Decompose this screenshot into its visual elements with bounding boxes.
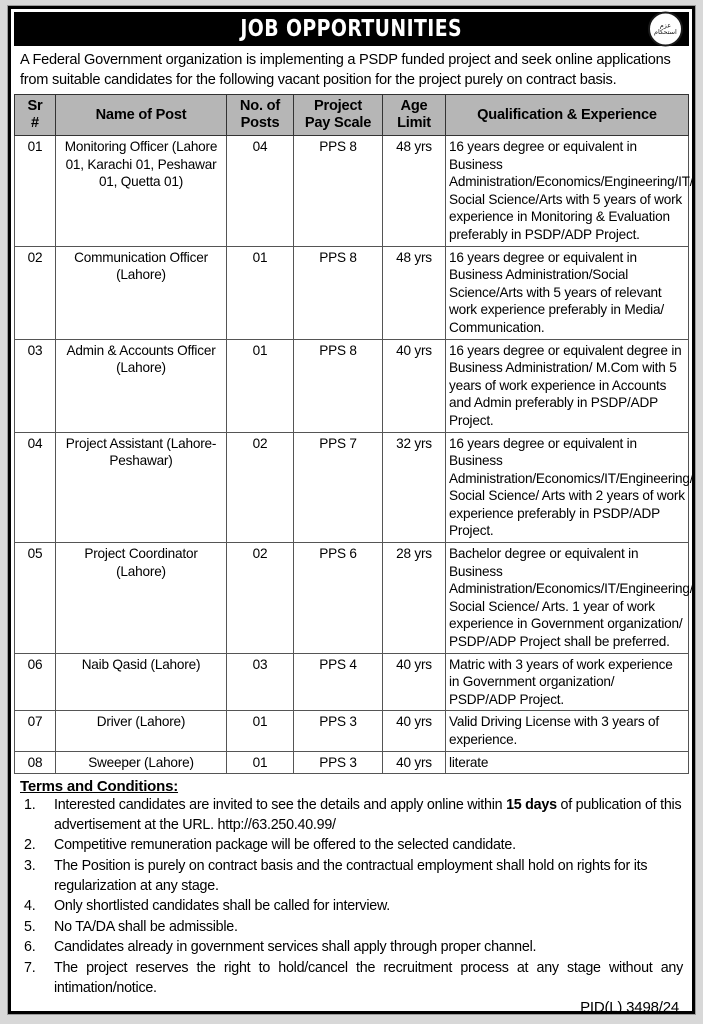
row-no-of-posts: 01 (227, 751, 294, 774)
column-header-pps-line2: Pay Scale (304, 115, 372, 131)
row-post-name: Monitoring Officer (Lahore 01, Karachi 01, Peshawar 01, Quetta 01) (56, 136, 227, 247)
terms-item-number: 2. (24, 837, 36, 854)
terms-item-number: 3. (24, 857, 36, 874)
row-age-limit: 40 yrs (383, 751, 446, 774)
row-pay-scale: PPS 4 (294, 653, 383, 711)
terms-item-number: 4. (24, 898, 36, 915)
row-sr: 02 (15, 246, 56, 339)
column-header-posts-line1: No. of (239, 98, 281, 114)
row-sr: 08 (15, 751, 56, 774)
terms-item-text-pre: No TA/DA shall be admissible. (54, 918, 238, 935)
row-pay-scale: PPS 8 (294, 246, 383, 339)
column-header-age-line2: Limit (397, 115, 431, 131)
row-pay-scale: PPS 3 (294, 711, 383, 751)
column-header-posts-line2: Posts (240, 115, 280, 131)
row-qualification: Matric with 3 years of work experience in Government organization/ PSDP/ADP Project. (446, 653, 689, 711)
terms-list-item (20, 857, 683, 896)
row-qualification: Bachelor degree or equivalent in Business Administration/Economics/IT/Engineering/ Social Science/ Arts. 1 year of work experience in Government organization/ PSDP/ADP Project shall be preferred. (446, 543, 689, 654)
row-sr: 05 (15, 543, 56, 654)
row-no-of-posts: 02 (227, 543, 294, 654)
table-header (15, 95, 689, 136)
row-qualification: 16 years degree or equivalent in Business Administration/Economics/Engineering/IT/ Social Science/Arts with 5 years of work experience in Monitoring & Evaluation preferably in PSDP/ADP Project. (446, 136, 689, 247)
row-pay-scale: PPS 8 (294, 339, 383, 432)
terms-item-text-pre: The project reserves the right to hold/cancel the recruitment process at any stage without any intimation/notice. (54, 959, 683, 996)
terms-list-item (20, 959, 683, 998)
table-row (15, 543, 689, 654)
page-title: JOB OPPORTUNITIES (240, 16, 463, 42)
terms-list-item (20, 796, 683, 835)
row-post-name: Project Assistant (Lahore-Peshawar) (56, 432, 227, 543)
table-row (15, 751, 689, 774)
terms-item-text-pre: Candidates already in government services shall apply through proper channel. (54, 939, 537, 956)
terms-item-text-pre: Only shortlisted candidates shall be called for interview. (54, 898, 390, 915)
column-header-age-limit (383, 95, 446, 136)
row-no-of-posts: 01 (227, 246, 294, 339)
row-post-name: Naib Qasid (Lahore) (56, 653, 227, 711)
terms-item-text (54, 959, 683, 998)
emblem-line-1: عزم (659, 21, 672, 29)
terms-item-number: 7. (24, 959, 36, 976)
table-row (15, 136, 689, 247)
terms-item-text-pre: Interested candidates are invited to see the details and apply online within (54, 797, 507, 814)
terms-list-item (20, 918, 683, 938)
column-header-sr-line2: # (31, 115, 39, 131)
row-age-limit: 32 yrs (383, 432, 446, 543)
terms-list-item (20, 836, 683, 856)
terms-item-text-post: of publication of this advertisement at the URL. http://63.250.40.99/ (54, 797, 682, 833)
row-pay-scale: PPS 3 (294, 751, 383, 774)
row-qualification: 16 years degree or equivalent in Business Administration/Economics/IT/Engineering/ Social Science/ Arts with 2 years of work experience preferably in PSDP/ADP Project. (446, 432, 689, 543)
row-post-name: Communication Officer (Lahore) (56, 246, 227, 339)
advertisement-content (11, 9, 692, 1020)
terms-list (20, 796, 683, 999)
emblem-text (654, 23, 677, 36)
title-bar (14, 12, 689, 46)
row-age-limit: 28 yrs (383, 543, 446, 654)
terms-title: Terms and Conditions: (20, 778, 179, 796)
column-header-project-pay-scale (294, 95, 383, 136)
row-sr: 06 (15, 653, 56, 711)
vacancies-table (14, 94, 694, 774)
advertisement-page (8, 6, 695, 1017)
row-age-limit: 48 yrs (383, 136, 446, 247)
terms-item-text-pre: The Position is purely on contract basis and the contractual employment shall hold on rights for its regularization at any stage. (54, 857, 648, 894)
row-no-of-posts: 01 (227, 711, 294, 751)
row-no-of-posts: 04 (227, 136, 294, 247)
column-header-sr-line1: Sr (27, 98, 43, 114)
row-no-of-posts: 01 (227, 339, 294, 432)
row-sr: 03 (15, 339, 56, 432)
row-no-of-posts: 02 (227, 432, 294, 543)
emblem-line-2: استحکام (654, 28, 677, 36)
terms-item-number: 5. (24, 918, 36, 935)
terms-item-number: 1. (24, 797, 36, 814)
terms-item-number: 6. (24, 939, 36, 956)
column-header-qualification-experience: Qualification & Experience (446, 95, 689, 136)
terms-item-text (54, 857, 683, 896)
terms-item-text (54, 796, 683, 835)
row-post-name: Admin & Accounts Officer (Lahore) (56, 339, 227, 432)
table-row (15, 246, 689, 339)
row-qualification: 16 years degree or equivalent degree in Business Administration/ M.Com with 5 years of work experience in Accounts and Admin preferably in PSDP/ADP Project. (446, 339, 689, 432)
pid-footer: PID(L) 3498/24 (580, 999, 679, 1017)
table-row (15, 653, 689, 711)
terms-item-text (54, 836, 683, 856)
column-header-no-of-posts (227, 95, 294, 136)
row-qualification: literate (446, 751, 689, 774)
row-post-name: Project Coordinator (Lahore) (56, 543, 227, 654)
row-qualification: Valid Driving License with 3 years of experience. (446, 711, 689, 751)
column-header-age-line1: Age (400, 98, 428, 114)
row-age-limit: 40 yrs (383, 711, 446, 751)
terms-item-text (54, 918, 683, 938)
row-age-limit: 40 yrs (383, 339, 446, 432)
row-age-limit: 40 yrs (383, 653, 446, 711)
terms-item-text-pre: Competitive remuneration package will be offered to the selected candidate. (54, 837, 516, 854)
table-header-row (15, 95, 689, 136)
table-body (15, 136, 694, 774)
terms-list-item (20, 897, 683, 917)
row-post-name: Driver (Lahore) (56, 711, 227, 751)
table-row (15, 432, 689, 543)
row-no-of-posts: 03 (227, 653, 294, 711)
table-row (15, 339, 689, 432)
row-pay-scale: PPS 8 (294, 136, 383, 247)
table-row (15, 711, 689, 751)
row-sr: 07 (15, 711, 56, 751)
terms-list-item (20, 938, 683, 958)
terms-item-text (54, 897, 683, 917)
row-qualification: 16 years degree or equivalent in Business Administration/Social Science/Arts with 5 years of relevant work experience preferably in Media/ Communication. (446, 246, 689, 339)
column-header-name-of-post: Name of Post (56, 95, 227, 136)
row-sr: 04 (15, 432, 56, 543)
terms-and-conditions-section (14, 774, 689, 1018)
government-emblem-icon (648, 12, 683, 47)
row-pay-scale: PPS 7 (294, 432, 383, 543)
row-sr: 01 (15, 136, 56, 247)
column-header-pps-line1: Project (313, 98, 363, 114)
column-header-sr (15, 95, 56, 136)
row-post-name: Sweeper (Lahore) (56, 751, 227, 774)
terms-item-text-emphasis: 15 days (506, 797, 557, 814)
row-pay-scale: PPS 6 (294, 543, 383, 654)
terms-item-text (54, 938, 683, 958)
row-age-limit: 48 yrs (383, 246, 446, 339)
intro-paragraph: A Federal Government organization is implementing a PSDP funded project and seek online applications from suitable candidates for the following vacant position for the project purely on contract basis. (20, 52, 671, 88)
